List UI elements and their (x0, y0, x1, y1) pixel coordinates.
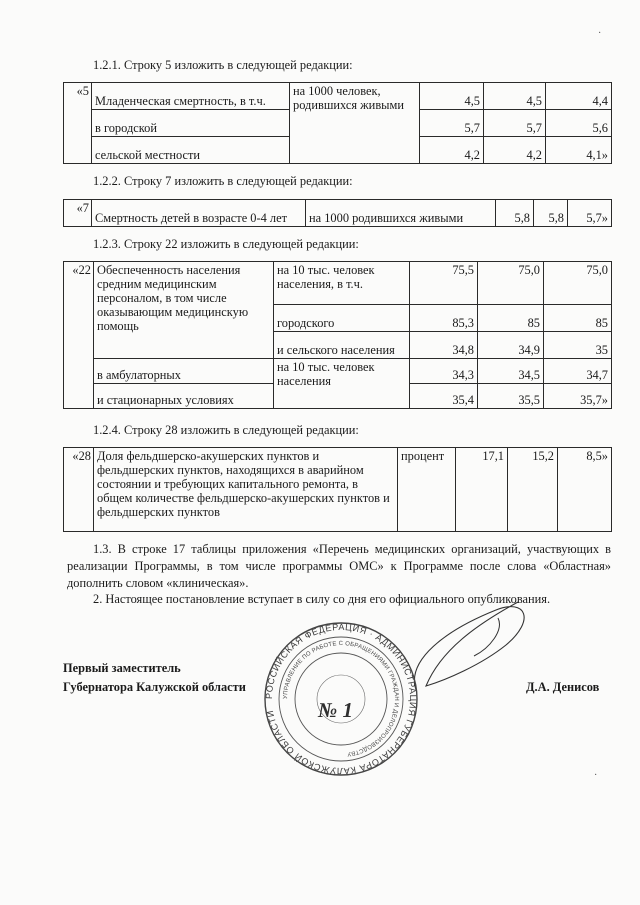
heading-1-2-2: 1.2.2. Строку 7 изложить в следующей редакции: (93, 174, 353, 188)
value-cell: 17,1 (456, 448, 508, 532)
indicator-label: Смертность детей в возрасте 0-4 лет (92, 200, 306, 227)
value-cell: 5,8 (534, 200, 568, 227)
paragraph-2: 2. Настоящее постановление вступает в силу со дня его официального опубликования. (93, 592, 551, 606)
heading-1-2-4: 1.2.4. Строку 28 изложить в следующей редакции: (93, 423, 359, 437)
value-cell: 35,5 (478, 384, 544, 409)
value-cell: 4,5 (420, 83, 484, 110)
indicator-label: сельской местности (92, 137, 290, 164)
value-cell: 5,7» (568, 200, 612, 227)
value-cell: 5,7 (420, 110, 484, 137)
value-cell: 5,7 (484, 110, 546, 137)
indicator-label: Младенческая смертность, в т.ч. (92, 83, 290, 110)
seal-inner-text: УПРАВЛЕНИЕ ПО РАБОТЕ С ОБРАЩЕНИЯМИ ГРАЖДАН И ДЕЛОПРОИЗВОДСТВУ (282, 640, 400, 757)
value-cell: 34,3 (410, 359, 478, 384)
value-cell: 4,5 (484, 83, 546, 110)
value-cell: 4,2 (484, 137, 546, 164)
value-cell: 34,7 (544, 359, 612, 384)
indicator-label: и стационарных условиях (94, 384, 274, 409)
signatory-position-line2: Губернатора Калужской области (63, 680, 246, 694)
value-cell: 85 (544, 305, 612, 332)
table-row-5 (63, 82, 612, 164)
seal-number: № 1 (318, 698, 353, 722)
row-number: «22 (64, 262, 94, 409)
table-row-28 (63, 447, 612, 532)
value-cell: 35,4 (410, 384, 478, 409)
value-cell: 85 (478, 305, 544, 332)
indicator-label: в городской (92, 110, 290, 137)
row-number: «5 (64, 83, 92, 164)
unit-cell: городского (274, 305, 410, 332)
paragraph-1-3: 1.3. В строке 17 таблицы приложения «Перечень медицинских организаций, участвующих в реализации Программы, в том числе программы ОМС» к Программе после слова «Областная» дополнить словом «клиническая». (67, 542, 611, 590)
value-cell: 85,3 (410, 305, 478, 332)
value-cell: 34,5 (478, 359, 544, 384)
heading-1-2-3: 1.2.3. Строку 22 изложить в следующей редакции: (93, 237, 359, 251)
value-cell: 75,0 (478, 262, 544, 305)
value-cell: 34,9 (478, 332, 544, 359)
signatory-name: Д.А. Денисов (526, 680, 600, 694)
unit-cell: на 1000 человек, родившихся живыми (290, 83, 420, 164)
unit-cell: процент (398, 448, 456, 532)
value-cell: 4,1» (546, 137, 612, 164)
value-cell: 15,2 (508, 448, 558, 532)
table-row-22 (63, 261, 612, 409)
indicator-label: Обеспеченность населения средним медицинским персоналом, в том числе оказывающим медицинскую помощь (94, 262, 274, 359)
value-cell: 75,0 (544, 262, 612, 305)
table-row-7 (63, 199, 612, 227)
value-cell: 5,6 (546, 110, 612, 137)
page-mark: · (598, 28, 602, 39)
seal-outer-text: РОССИЙСКАЯ ФЕДЕРАЦИЯ · АДМИНИСТРАЦИЯ ГУБЕРНАТОРА КАЛУЖСКОЙ ОБЛАСТИ (263, 621, 419, 777)
indicator-label: Доля фельдшерско-акушерских пунктов и фельдшерских пунктов, находящихся в аварийном состоянии и требующих капитального ремонта, в общем количестве фельдшерско-акушерских пунктов и фельдшерских пунктов (94, 448, 398, 532)
heading-1-2-1: 1.2.1. Строку 5 изложить в следующей редакции: (93, 58, 353, 72)
page-mark: · (594, 770, 598, 781)
unit-cell: на 1000 родившихся живыми (306, 200, 496, 227)
unit-cell: и сельского населения (274, 332, 410, 359)
value-cell: 8,5» (558, 448, 612, 532)
value-cell: 35 (544, 332, 612, 359)
value-cell: 4,4 (546, 83, 612, 110)
value-cell: 35,7» (544, 384, 612, 409)
unit-cell: на 10 тыс. человек населения, в т.ч. (274, 262, 410, 305)
value-cell: 4,2 (420, 137, 484, 164)
value-cell: 75,5 (410, 262, 478, 305)
value-cell: 34,8 (410, 332, 478, 359)
unit-cell: на 10 тыс. человек населения (274, 359, 410, 409)
row-number: «7 (64, 200, 92, 227)
value-cell: 5,8 (496, 200, 534, 227)
indicator-label: в амбулаторных (94, 359, 274, 384)
row-number: «28 (64, 448, 94, 532)
signatory-position-line1: Первый заместитель (63, 661, 181, 675)
